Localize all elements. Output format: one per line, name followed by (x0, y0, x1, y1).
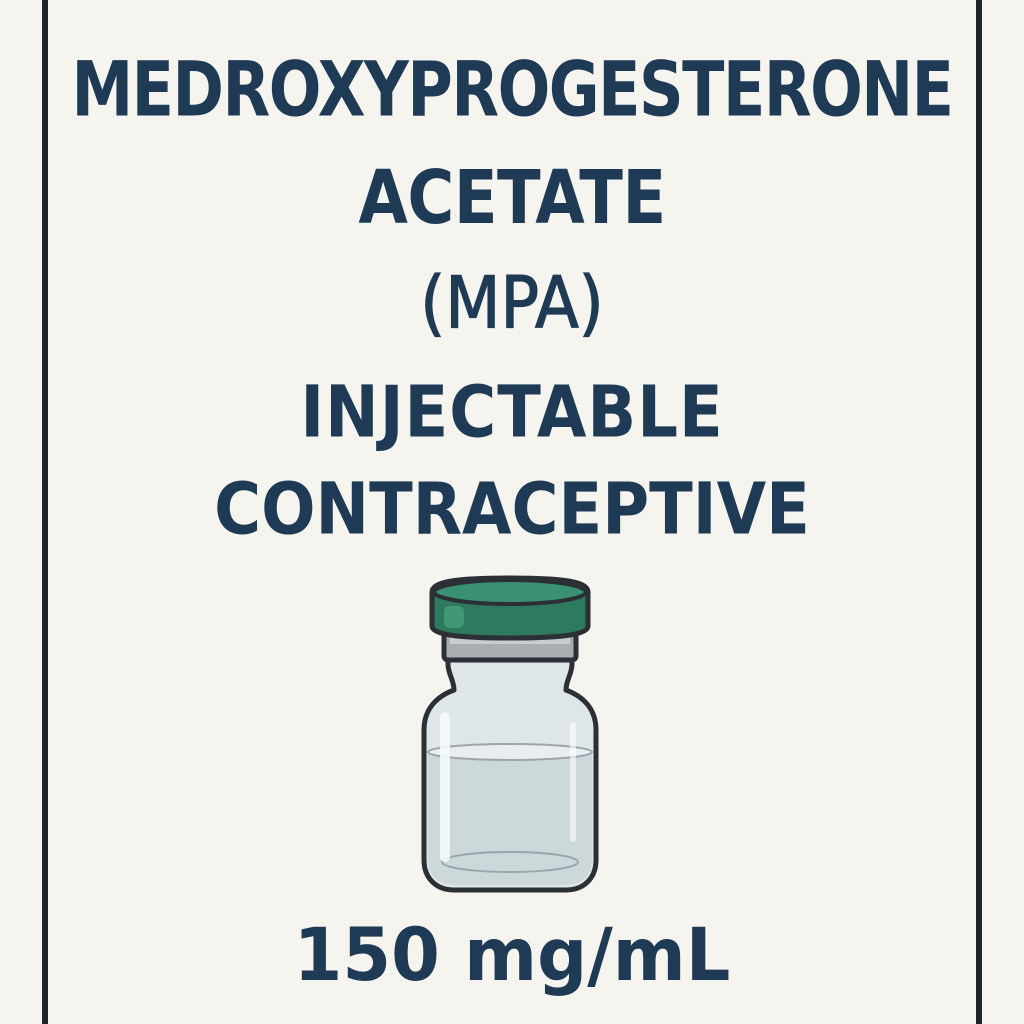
right-border-line (976, 0, 982, 1024)
drug-abbreviation: (MPA) (420, 262, 604, 346)
drug-name-line-1: MEDROXYPROGESTERONE (71, 44, 953, 134)
drug-name-line-2: ACETATE (358, 156, 666, 242)
left-border-line (42, 0, 48, 1024)
vial-icon (410, 572, 610, 902)
drug-type-line-1: INJECTABLE (300, 371, 724, 455)
drug-type-line-2: CONTRACEPTIVE (214, 468, 810, 552)
dosage-strength: 150 mg/mL (293, 911, 731, 998)
